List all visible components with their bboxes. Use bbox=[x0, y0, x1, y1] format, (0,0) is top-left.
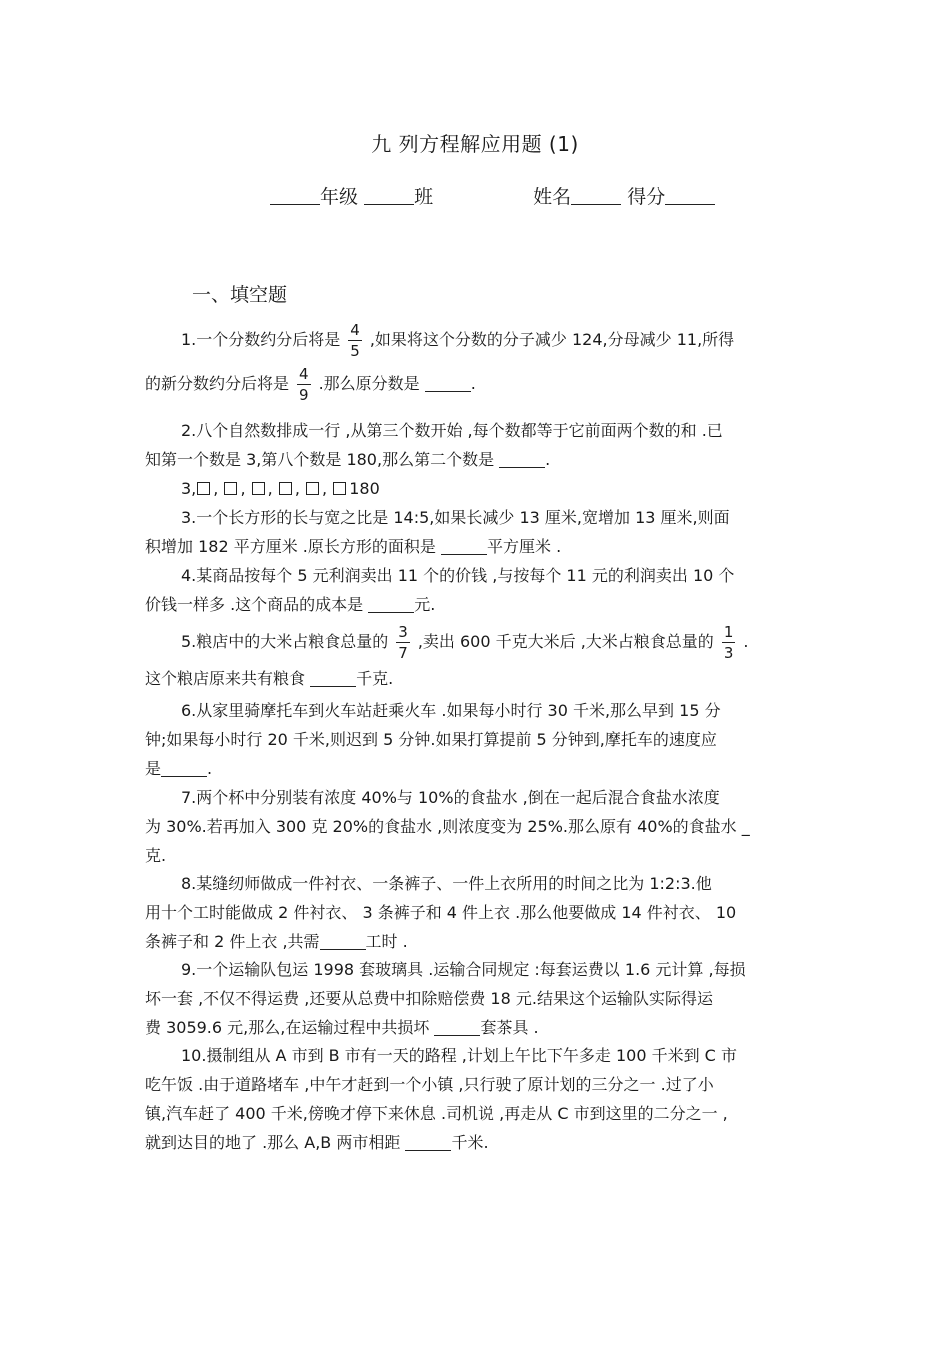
empty-box-6[interactable] bbox=[333, 482, 346, 495]
q7-line2: 为 30%.若再加入 300 克 20%的食盐水 ,则浓度变为 25%.那么原有 40%的食盐水 _ bbox=[145, 817, 750, 836]
q1-text-d: .那么原分数是 bbox=[318, 374, 420, 393]
q1-text-b: ,如果将这个分数的分子减少 124,分母减少 11,所得 bbox=[369, 330, 735, 349]
q3-line2: 积增加 182 平方厘米 .原长方形的面积是 bbox=[145, 537, 436, 556]
question-8: 8.某缝纫师做成一件衬衣、一条裤子、一件上衣所用的时间之比为 1:2:3.他 用十个工时能做成 2 件衬衣、 3 条裤子和 4 件上衣 .那么他要做成 14 件衬衣、 10 条裤子和 2 件上衣 ,共需 工时 . bbox=[145, 869, 815, 956]
q8-line2: 用十个工时能做成 2 件衬衣、 3 条裤子和 4 件上衣 .那么他要做成 14 件衬衣、 10 bbox=[145, 903, 737, 922]
answer-blank-q6[interactable] bbox=[161, 760, 207, 777]
q4-line1: 4.某商品按每个 5 元利润卖出 11 个的价钱 ,与按每个 11 元的利润卖出 10 个 bbox=[181, 566, 735, 585]
grade-label: 年级 bbox=[320, 186, 359, 208]
q7-line1: 7.两个杯中分别装有浓度 40%与 10%的食盐水 ,倒在一起后混合食盐水浓度 bbox=[181, 788, 720, 807]
answer-blank-q5[interactable] bbox=[310, 670, 356, 687]
question-3: 3.一个长方形的长与宽之比是 14:5,如果长减少 13 厘米,宽增加 13 厘米,则面 积增加 182 平方厘米 .原长方形的面积是 平方厘米 . bbox=[145, 503, 815, 561]
q9-line2: 坏一套 ,不仅不得运费 ,还要从总费中扣除赔偿费 18 元.结果这个运输队实际得运 bbox=[145, 989, 713, 1008]
fraction-4-9: $\frac{4}{9}$ bbox=[299, 365, 309, 404]
question-2: 2.八个自然数排成一行 ,从第三个数开始 ,每个数都等于它前面两个数的和 .已 知第一个数是 3,第八个数是 180,那么第二个数是 . 3, , , , , , 180 bbox=[145, 416, 815, 503]
class-label: 班 bbox=[414, 186, 434, 208]
question-9: 9.一个运输队包运 1998 套玻璃具 .运输合同规定 :每套运费以 1.6 元计算 ,每损 坏一套 ,不仅不得运费 ,还要从总费中扣除赔偿费 18 元.结果这个运输队实际得运 费 3059.6 元,那么,在运输过程中共损坏 套茶具 . bbox=[145, 955, 815, 1042]
section-heading: 一、填空题 bbox=[192, 284, 288, 306]
q4-line2: 价钱一样多 .这个商品的成本是 bbox=[145, 595, 364, 614]
q8-line1: 8.某缝纫师做成一件衬衣、一条裤子、一件上衣所用的时间之比为 1:2:3.他 bbox=[181, 874, 712, 893]
name-blank[interactable] bbox=[571, 186, 621, 205]
q9-line3: 费 3059.6 元,那么,在运输过程中共损坏 bbox=[145, 1018, 430, 1037]
question-5: 5.粮店中的大米占粮食总量的 $\frac{3}{7}$ ,卖出 600 千克大米后 ,大米占粮食总量的 $\frac{1}{3}$ . 这个粮店原来共有粮食 千克. bbox=[145, 623, 749, 688]
q10-line4: 就到达目的地了 .那么 A,B 两市相距 bbox=[145, 1133, 401, 1152]
score-blank[interactable] bbox=[665, 186, 715, 205]
q6-line1: 6.从家里骑摩托车到火车站赶乘火车 .如果每小时行 30 千米,那么早到 15 分 bbox=[181, 701, 721, 720]
worksheet-title: 九 列方程解应用题 (1) bbox=[371, 132, 579, 156]
q5-line2: 这个粮店原来共有粮食 bbox=[145, 669, 306, 688]
empty-box-2[interactable] bbox=[224, 482, 237, 495]
q9-line1: 9.一个运输队包运 1998 套玻璃具 .运输合同规定 :每套运费以 1.6 元计算 ,每损 bbox=[181, 960, 746, 979]
q3-line1: 3.一个长方形的长与宽之比是 14:5,如果长减少 13 厘米,宽增加 13 厘米,则面 bbox=[181, 508, 730, 527]
q2-line2: 知第一个数是 3,第八个数是 180,那么第二个数是 bbox=[145, 450, 495, 469]
q7-line3: 克. bbox=[145, 846, 167, 865]
q5-text-b: ,卖出 600 千克大米后 ,大米占粮食总量的 bbox=[417, 632, 714, 651]
q5-text-a: 5.粮店中的大米占粮食总量的 bbox=[181, 632, 389, 651]
student-info-line bbox=[270, 182, 830, 209]
question-6: 6.从家里骑摩托车到火车站赶乘火车 .如果每小时行 30 千米,那么早到 15 分 钟;如果每小时行 20 千米,则迟到 5 分钟.如果打算提前 5 分钟到,摩托车的速度应 是 . bbox=[145, 696, 815, 783]
score-label: 得分 bbox=[627, 186, 666, 208]
question-10: 10.摄制组从 A 市到 B 市有一天的路程 ,计划上午比下午多走 100 千米到 C 市 吃午饭 .由于道路堵车 ,中午才赶到一个小镇 ,只行驶了原计划的三分之一 .过了小 镇,汽车赶了 400 千米,傍晚才停下来休息 .司机说 ,再走从 C 市到这里的二分之一 , 就到达目的地了 .那么 A,B 两市相距 千米. bbox=[145, 1041, 815, 1157]
answer-blank-q8[interactable] bbox=[320, 933, 366, 950]
empty-box-3[interactable] bbox=[252, 482, 265, 495]
fraction-4-5: $\frac{4}{5}$ bbox=[350, 321, 360, 360]
q8-line3: 条裤子和 2 件上衣 ,共需 bbox=[145, 932, 320, 951]
number-sequence: 3, , , , , , 180 bbox=[181, 479, 380, 498]
answer-blank-q4[interactable] bbox=[368, 596, 414, 613]
question-1: 1.一个分数约分后将是 $\frac{4}{5}$ ,如果将这个分数的分子减少 124,分母减少 11,所得 的新分数约分后将是 $\frac{4}{9}$ .那么原分数是 . bbox=[145, 321, 735, 404]
fraction-1-3: $\frac{1}{3}$ bbox=[723, 623, 734, 662]
answer-blank-q10[interactable] bbox=[405, 1134, 451, 1151]
question-7 bbox=[145, 783, 815, 870]
q6-line2: 钟;如果每小时行 20 千米,则迟到 5 分钟.如果打算提前 5 分钟到,摩托车的速度应 bbox=[145, 730, 717, 749]
answer-blank-q1[interactable] bbox=[425, 375, 471, 392]
q1-text-a: 1.一个分数约分后将是 bbox=[181, 330, 341, 349]
answer-blank-q2[interactable] bbox=[499, 451, 545, 468]
empty-box-5[interactable] bbox=[306, 482, 319, 495]
q1-text-c: 的新分数约分后将是 bbox=[145, 374, 290, 393]
empty-box-4[interactable] bbox=[279, 482, 292, 495]
fraction-3-7: $\frac{3}{7}$ bbox=[398, 623, 408, 662]
q10-line1: 10.摄制组从 A 市到 B 市有一天的路程 ,计划上午比下午多走 100 千米到 C 市 bbox=[181, 1046, 737, 1065]
empty-box-1[interactable] bbox=[197, 482, 210, 495]
answer-blank-q3[interactable] bbox=[441, 538, 487, 555]
q2-line1: 2.八个自然数排成一行 ,从第三个数开始 ,每个数都等于它前面两个数的和 .已 bbox=[181, 421, 723, 440]
q10-line2: 吃午饭 .由于道路堵车 ,中午才赶到一个小镇 ,只行驶了原计划的三分之一 .过了小 bbox=[145, 1075, 714, 1094]
grade-blank[interactable] bbox=[270, 186, 320, 205]
name-label: 姓名 bbox=[533, 186, 572, 208]
answer-blank-q9[interactable] bbox=[434, 1019, 480, 1036]
class-blank[interactable] bbox=[364, 186, 414, 205]
q10-line3: 镇,汽车赶了 400 千米,傍晚才停下来休息 .司机说 ,再走从 C 市到这里的二分之一 , bbox=[145, 1104, 728, 1123]
question-4: 4.某商品按每个 5 元利润卖出 11 个的价钱 ,与按每个 11 元的利润卖出 10 个 价钱一样多 .这个商品的成本是 元. bbox=[145, 561, 815, 619]
